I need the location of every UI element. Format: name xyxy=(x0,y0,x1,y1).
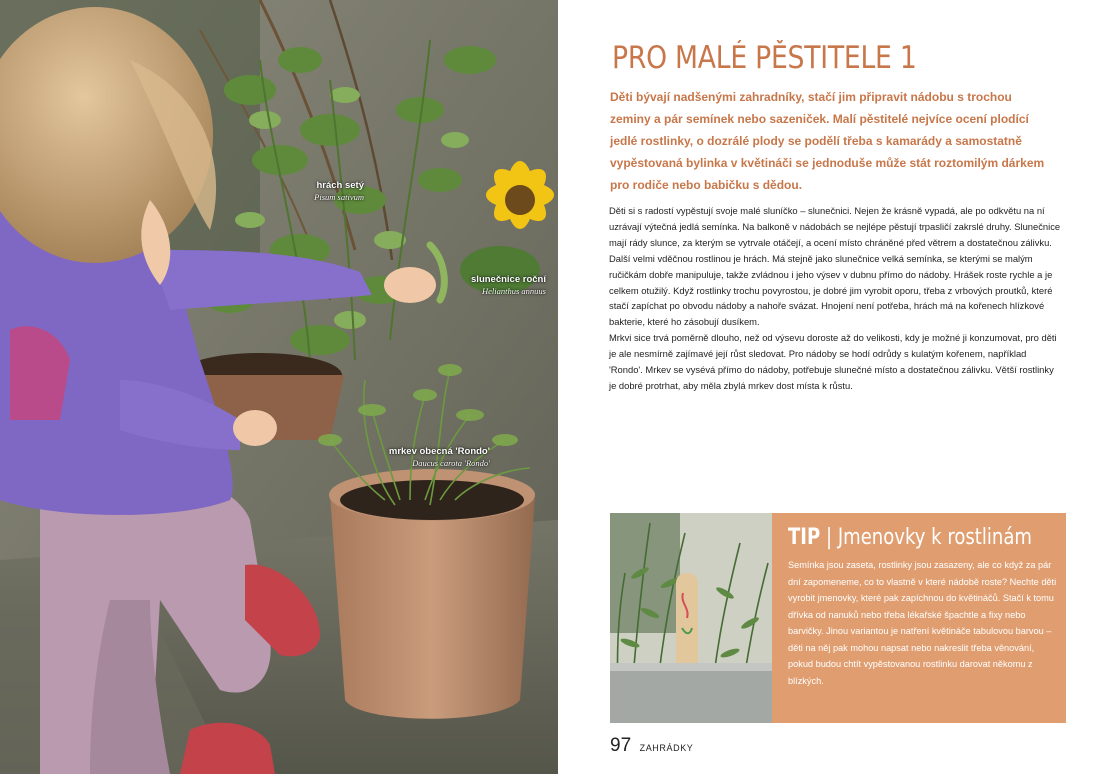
tip-text: Semínka jsou zaseta, rostlinky jsou zasazeny, ale co když za pár dní zapomeneme, co to vlastně v které nádobě roste? Nechte děti vyrobit jmenovky, které pak zapíchnou do květináčů. Stačí k tomu dřívka od nanuků nebo třeba lékařské špachtle a fixy nebo barvičky. Jinou variantou je natření květináče tabulovou barvou – děti na něj pak mohou napsat nebo nakreslit třeba věnování, pokud budou chtít vypěstovanou rostlinku darovat někomu z blízkých. xyxy=(788,560,1057,686)
text-page xyxy=(558,0,1115,774)
body-paragraph-pea: Další velmi vděčnou rostlinou je hrách. Má stejně jako slunečnice velká semínka, se kterými se malým ručičkám dobře manipuluje, takže zvládnou i jeho výsev v dubnu přímo do nádoby. Hrášek roste rychle a je celkem otužilý. Když rostlinky trochu povyrostou, je dobré jim vyrobit oporu, třeba z vrbových proutků, které stačí zapíchat po obvodu nádoby a nahoře svázat. Hnojení není potřeba, hrách má na kořenech hlízkové bakterie, které ho zásobují dusíkem. xyxy=(609,252,1053,328)
lead-paragraph: Děti bývají nadšenými zahradníky, stačí jim připravit nádobu s trochou zeminy a pár semínek nebo sazeniček. Malí pěstitelé nejvíce ocení plodící jedlé rostlinky, o dozrálé plody se podělí třeba s kamarády a samostatně vypěstovaná bylinka v květináči se jednoduše může stát roztomilým dárkem pro rodiče nebo babičku s dědou. xyxy=(610,90,1045,192)
tip-photo-illustration xyxy=(610,513,772,723)
body-paragraph-carrot: Mrkvi sice trvá poměrně dlouho, než od výsevu doroste až do velikosti, kdy je možné ji konzumovat, pro děti je ale nesmírně zajímavé její růst sledovat. Pro nádoby se hodí odrůdy s kulatým kořenem, například 'Rondo'. Mrkev se vysévá přímo do nádoby, potřebuje slunečné místo a dostatečnou zálivku. Větší rostlinky je dobré protrhat, aby měla zbylá mrkev dost místa k růstu. xyxy=(609,332,1057,391)
page-number: 97 xyxy=(610,735,632,756)
body-paragraph-sunflower: Děti si s radostí vypěstují svoje malé sluníčko – slunečnici. Nejen že krásně vypadá, ale po odkvětu na ní uzrávají výtečná jedlá semínka. Na balkoně v nádobách se nejlépe pěstují trpasličí zakrslé druhy. Slunečnice mají rády slunce, za kterým se vytrvale otáčejí, a ocení místo chráněné před větrem a dostatečnou zálivku. xyxy=(609,205,1061,248)
page-title: PRO MALÉ PĚSTITELE 1 xyxy=(612,40,917,76)
photo-label-pea-common: hrách setý xyxy=(316,180,364,191)
section-name: ZAHRÁDKY xyxy=(639,743,694,753)
photo-label-pea-latin: Pisum sativum xyxy=(314,192,364,202)
page-footer xyxy=(610,735,693,757)
tip-title xyxy=(788,525,1032,550)
photo-label-carrot xyxy=(356,446,490,468)
tip-separator: | xyxy=(825,525,833,550)
tip-photo xyxy=(610,513,772,723)
tip-label: TIP xyxy=(788,525,821,550)
photo-label-sunflower-latin: Helianthus annuus xyxy=(482,286,546,296)
photo-label-sunflower xyxy=(430,274,546,296)
photo-label-sunflower-common: slunečnice roční xyxy=(471,274,546,285)
photo-label-carrot-latin: Daucus carota 'Rondo' xyxy=(412,458,490,468)
photo-label-carrot-common: mrkev obecná 'Rondo' xyxy=(388,446,490,457)
body-text xyxy=(609,203,1062,394)
tip-heading: Jmenovky k rostlinám xyxy=(837,525,1032,550)
photo-label-pea xyxy=(254,180,364,202)
tip-box xyxy=(610,513,1066,723)
